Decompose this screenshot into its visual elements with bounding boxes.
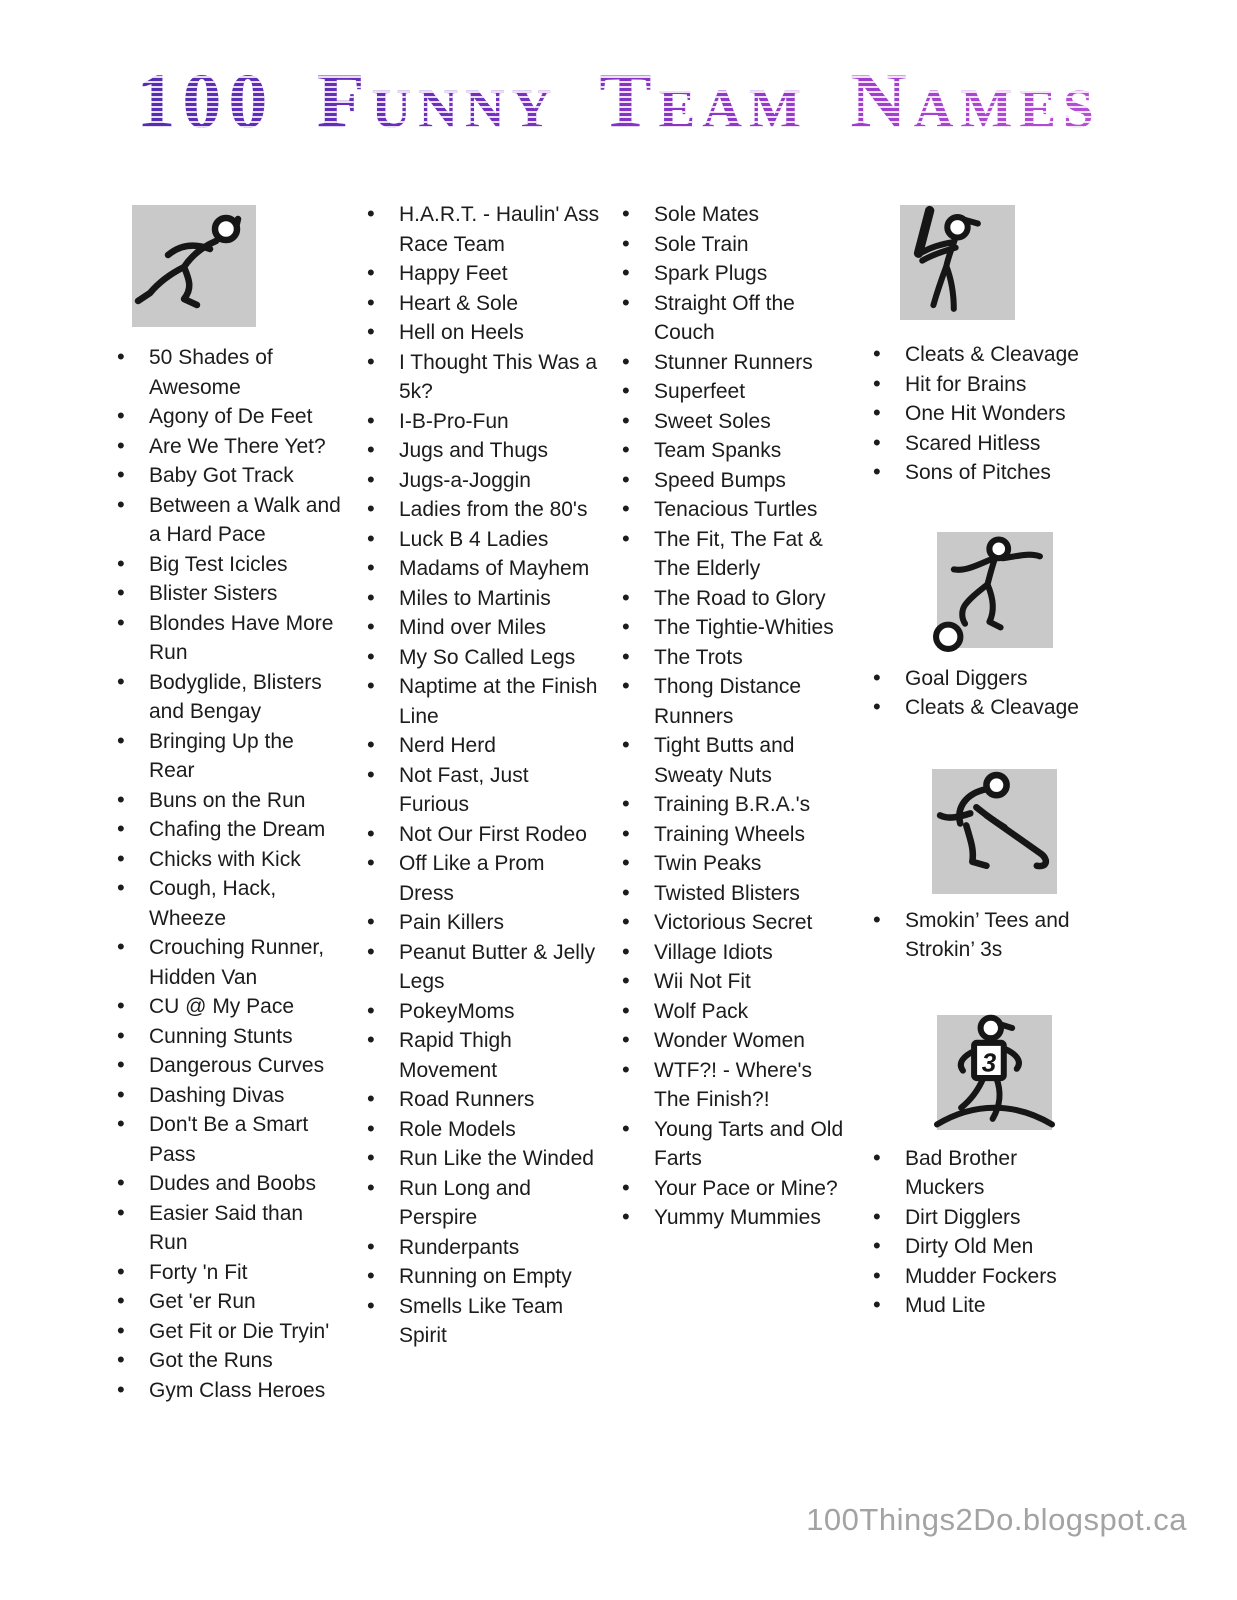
list-item: • The Fit, The Fat & The Elderly: [617, 525, 850, 584]
list-item: • Bringing Up the Rear: [112, 727, 342, 786]
list-item: • Cough, Hack, Wheeze: [112, 874, 342, 933]
list-item: • Buns on the Run: [112, 786, 342, 816]
list-item: • Chafing the Dream: [112, 815, 342, 845]
list-item: • Get 'er Run: [112, 1287, 342, 1317]
list-item: • Tenacious Turtles: [617, 495, 850, 525]
list-item: • Hit for Brains: [868, 370, 1085, 400]
list-item: • Off Like a Prom Dress: [362, 849, 604, 908]
list-item: • Nerd Herd: [362, 731, 604, 761]
list-item: • WTF?! - Where's The Finish?!: [617, 1056, 850, 1115]
list-item: • Heart & Sole: [362, 289, 604, 319]
team-name-list: [868, 664, 1085, 723]
list-item: • PokeyMoms: [362, 997, 604, 1027]
list-item: • Not Fast, Just Furious: [362, 761, 604, 820]
sprinter-icon: [132, 205, 256, 327]
list-item: • The Road to Glory: [617, 584, 850, 614]
list-item: • Jugs-a-Joggin: [362, 466, 604, 496]
list-item: • I Thought This Was a 5k?: [362, 348, 604, 407]
list-item: • Not Our First Rodeo: [362, 820, 604, 850]
list-item: • Wolf Pack: [617, 997, 850, 1027]
team-name-list: [112, 343, 342, 1405]
list-item: • Victorious Secret: [617, 908, 850, 938]
list-item: • Speed Bumps: [617, 466, 850, 496]
list-item: • Mudder Fockers: [868, 1262, 1085, 1292]
list-item: • One Hit Wonders: [868, 399, 1085, 429]
running-column-1: [112, 205, 342, 1405]
list-item: • Stunner Runners: [617, 348, 850, 378]
list-item: • Smokin’ Tees and Strokin’ 3s: [868, 906, 1085, 965]
list-item: • Runderpants: [362, 1233, 604, 1263]
list-item: • Scared Hitless: [868, 429, 1085, 459]
list-item: • Gym Class Heroes: [112, 1376, 342, 1406]
list-item: • Smells Like Team Spirit: [362, 1292, 604, 1351]
list-item: • Madams of Mayhem: [362, 554, 604, 584]
list-item: • Cunning Stunts: [112, 1022, 342, 1052]
list-item: • Mud Lite: [868, 1291, 1085, 1321]
list-item: • Dirt Digglers: [868, 1203, 1085, 1233]
list-item: • Bad Brother Muckers: [868, 1144, 1085, 1203]
list-item: • Yummy Mummies: [617, 1203, 850, 1233]
list-item: • Dirty Old Men: [868, 1232, 1085, 1262]
svg-text:3: 3: [981, 1047, 997, 1078]
team-name-list: [362, 200, 604, 1351]
list-item: • Bodyglide, Blisters and Bengay: [112, 668, 342, 727]
list-item: • Cleats & Cleavage: [868, 693, 1085, 723]
baseball-batter-icon: [900, 205, 1015, 320]
list-item: • Get Fit or Die Tryin': [112, 1317, 342, 1347]
list-item: • Running on Empty: [362, 1262, 604, 1292]
list-item: • The Tightie-Whities: [617, 613, 850, 643]
list-item: • Young Tarts and Old Farts: [617, 1115, 850, 1174]
team-name-list: [617, 200, 850, 1233]
list-item: • Twin Peaks: [617, 849, 850, 879]
team-name-list: [868, 340, 1085, 488]
running-column-2: [362, 200, 604, 1351]
team-name-list: [868, 1144, 1085, 1321]
list-item: • Village Idiots: [617, 938, 850, 968]
list-item: • Dashing Divas: [112, 1081, 342, 1111]
list-item: • Got the Runs: [112, 1346, 342, 1376]
list-item: • Team Spanks: [617, 436, 850, 466]
list-item: • 50 Shades of Awesome: [112, 343, 342, 402]
list-item: • Crouching Runner, Hidden Van: [112, 933, 342, 992]
list-item: • Sole Mates: [617, 200, 850, 230]
list-item: • Dudes and Boobs: [112, 1169, 342, 1199]
list-item: • I-B-Pro-Fun: [362, 407, 604, 437]
list-item: • Straight Off the Couch: [617, 289, 850, 348]
list-item: • My So Called Legs: [362, 643, 604, 673]
list-item: • Wii Not Fit: [617, 967, 850, 997]
list-item: • Tight Butts and Sweaty Nuts: [617, 731, 850, 790]
list-item: • Don't Be a Smart Pass: [112, 1110, 342, 1169]
list-item: • Rapid Thigh Movement: [362, 1026, 604, 1085]
list-item: • Training Wheels: [617, 820, 850, 850]
list-item: • Big Test Icicles: [112, 550, 342, 580]
list-item: • Naptime at the Finish Line: [362, 672, 604, 731]
list-item: • Ladies from the 80's: [362, 495, 604, 525]
list-item: • Thong Distance Runners: [617, 672, 850, 731]
list-item: • The Trots: [617, 643, 850, 673]
list-item: • Blister Sisters: [112, 579, 342, 609]
list-item: • Between a Walk and a Hard Pace: [112, 491, 342, 550]
sports-column: [868, 205, 1085, 1321]
runner-bib-3-icon: [937, 1015, 1052, 1130]
list-item: • Superfeet: [617, 377, 850, 407]
list-item: • CU @ My Pace: [112, 992, 342, 1022]
list-item: • Wonder Women: [617, 1026, 850, 1056]
soccer-player-icon: [937, 532, 1053, 648]
list-item: • Forty 'n Fit: [112, 1258, 342, 1288]
footer-watermark: 100Things2Do.blogspot.ca: [806, 1502, 1187, 1537]
list-item: • Agony of De Feet: [112, 402, 342, 432]
list-item: • Baby Got Track: [112, 461, 342, 491]
list-item: • Luck B 4 Ladies: [362, 525, 604, 555]
list-item: • Mind over Miles: [362, 613, 604, 643]
list-item: • H.A.R.T. - Haulin' Ass Race Team: [362, 200, 604, 259]
list-item: • Happy Feet: [362, 259, 604, 289]
list-item: • Spark Plugs: [617, 259, 850, 289]
list-item: • Sons of Pitches: [868, 458, 1085, 488]
list-item: • Peanut Butter & Jelly Legs: [362, 938, 604, 997]
list-item: • Cleats & Cleavage: [868, 340, 1085, 370]
list-item: • Twisted Blisters: [617, 879, 850, 909]
list-item: • Easier Said than Run: [112, 1199, 342, 1258]
list-item: • Pain Killers: [362, 908, 604, 938]
list-item: • Are We There Yet?: [112, 432, 342, 462]
list-item: • Role Models: [362, 1115, 604, 1145]
list-item: • Jugs and Thugs: [362, 436, 604, 466]
list-item: • Training B.R.A.'s: [617, 790, 850, 820]
list-item: • Road Runners: [362, 1085, 604, 1115]
list-item: • Blondes Have More Run: [112, 609, 342, 668]
list-item: • Dangerous Curves: [112, 1051, 342, 1081]
list-item: • Chicks with Kick: [112, 845, 342, 875]
field-hockey-player-icon: [932, 769, 1057, 894]
list-item: • Your Pace or Mine?: [617, 1174, 850, 1204]
list-item: • Run Like the Winded: [362, 1144, 604, 1174]
list-item: • Run Long and Perspire: [362, 1174, 604, 1233]
page-title: 100 Funny Team Names: [0, 58, 1237, 144]
list-item: • Hell on Heels: [362, 318, 604, 348]
list-item: • Sole Train: [617, 230, 850, 260]
list-item: • Miles to Martinis: [362, 584, 604, 614]
running-column-3: [617, 200, 850, 1233]
team-name-list: [868, 906, 1085, 965]
list-item: • Sweet Soles: [617, 407, 850, 437]
list-item: • Goal Diggers: [868, 664, 1085, 694]
